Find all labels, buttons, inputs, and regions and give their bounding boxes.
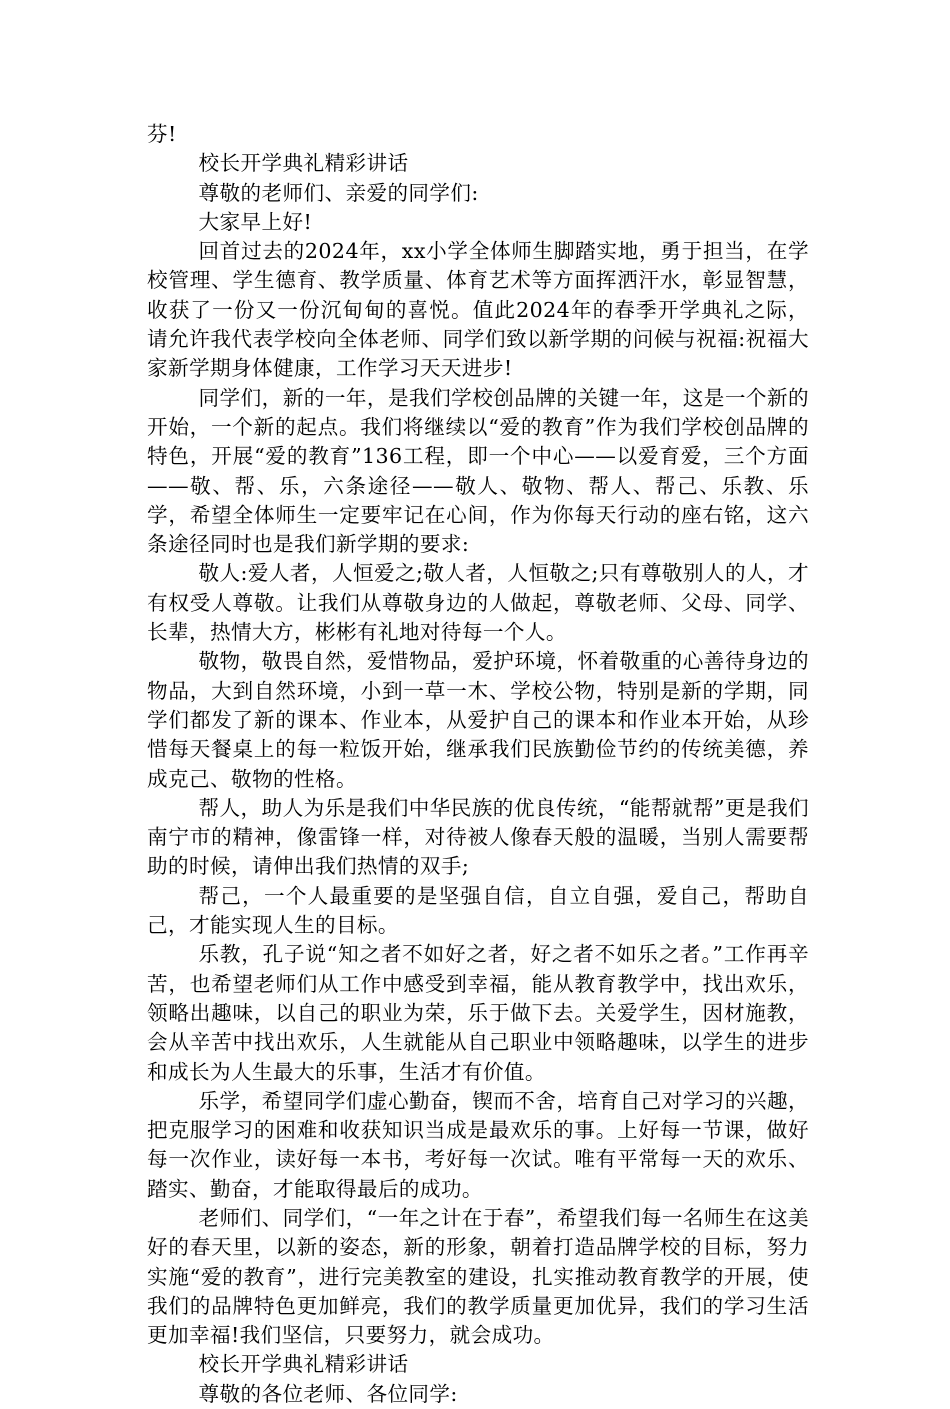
paragraph: 帮人，助人为乐是我们中华民族的优良传统，“能帮就帮”更是我们南宁市的精神，像雷锋一样，对待被人像春天般的温暖，当别人需要帮助的时候，请伸出我们热情的双手;: [147, 795, 809, 879]
paragraph: 回首过去的2024年，xx小学全体师生脚踏实地，勇于担当，在学校管理、学生德育、教学质量、体育艺术等方面挥洒汗水，彰显智慧，收获了一份又一份沉甸甸的喜悦。值此2024年的春季开学典礼之际，请允许我代表学校向全体老师、同学们致以新学期的问候与祝福:祝福大家新学期身体健康，工作学习天天进步!: [147, 239, 809, 381]
paragraph: 同学们，新的一年，是我们学校创品牌的关键一年，这是一个新的开始，一个新的起点。我们将继续以“爱的教育”作为我们学校创品牌的特色，开展“爱的教育”136工程，即一个中心——以爱育爱，三个方面——敬、帮、乐，六条途径——敬人、敬物、帮人、帮己、乐教、乐学，希望全体师生一定要牢记在心间，作为你每天行动的座右铭，这六条途径同时也是我们新学期的要求:: [147, 385, 809, 557]
paragraph: 敬物，敬畏自然，爱惜物品，爱护环境，怀着敬重的心善待身边的物品，大到自然环境，小到一草一木、学校公物，特别是新的学期，同学们都发了新的课本、作业本，从爱护自己的课本和作业本开始，从珍惜每天餐桌上的每一粒饭开始，继承我们民族勤俭节约的传统美德，养成克己、敬物的性格。: [147, 649, 809, 791]
paragraph: 帮己，一个人最重要的是坚强自信，自立自强，爱自己，帮助自己，才能实现人生的目标。: [147, 883, 809, 938]
paragraph: 尊敬的各位老师、各位同学:: [198, 1381, 458, 1406]
paragraph: 校长开学典礼精彩讲话: [198, 151, 409, 176]
document-body: [147, 120, 809, 1409]
paragraph: 尊敬的老师们、亲爱的同学们:: [198, 180, 479, 205]
paragraph: 老师们、同学们，“一年之计在于春”，希望我们每一名师生在这美好的春天里，以新的姿态，新的形象，朝着打造品牌学校的目标，努力实施“爱的教育”，进行完美教室的建设，扎实推动教育教学的开展，使我们的品牌特色更加鲜亮，我们的教学质量更加优异，我们的学习生活更加幸福!我们坚信，只要努力，就会成功。: [147, 1205, 809, 1348]
paragraph: 校长开学典礼精彩讲话: [198, 1352, 409, 1377]
paragraph: 芬!: [147, 122, 177, 146]
paragraph: 敬人:爱人者，人恒爱之;敬人者，人恒敬之;只有尊敬别人的人，才有权受人尊敬。让我们从尊敬身边的人做起，尊敬老师、父母、同学、长辈，热情大方，彬彬有礼地对待每一个人。: [147, 561, 809, 645]
paragraph: 乐教，孔子说“知之者不如好之者，好之者不如乐之者。”工作再辛苦，也希望老师们从工作中感受到幸福，能从教育教学中，找出欢乐，领略出趣味，以自己的职业为荣，乐于做下去。关爱学生，因材施教，会从辛苦中找出欢乐，人生就能从自己职业中领略趣味，以学生的进步和成长为人生最大的乐事，生活才有价值。: [147, 942, 809, 1084]
paragraph: 乐学，希望同学们虚心勤奋，锲而不舍，培育自己对学习的兴趣，把克服学习的困难和收获知识当成是最欢乐的事。上好每一节课，做好每一次作业，读好每一本书，考好每一次试。唯有平常每一天的欢乐、踏实、勤奋，才能取得最后的成功。: [147, 1088, 809, 1201]
paragraph: 大家早上好!: [198, 209, 313, 234]
